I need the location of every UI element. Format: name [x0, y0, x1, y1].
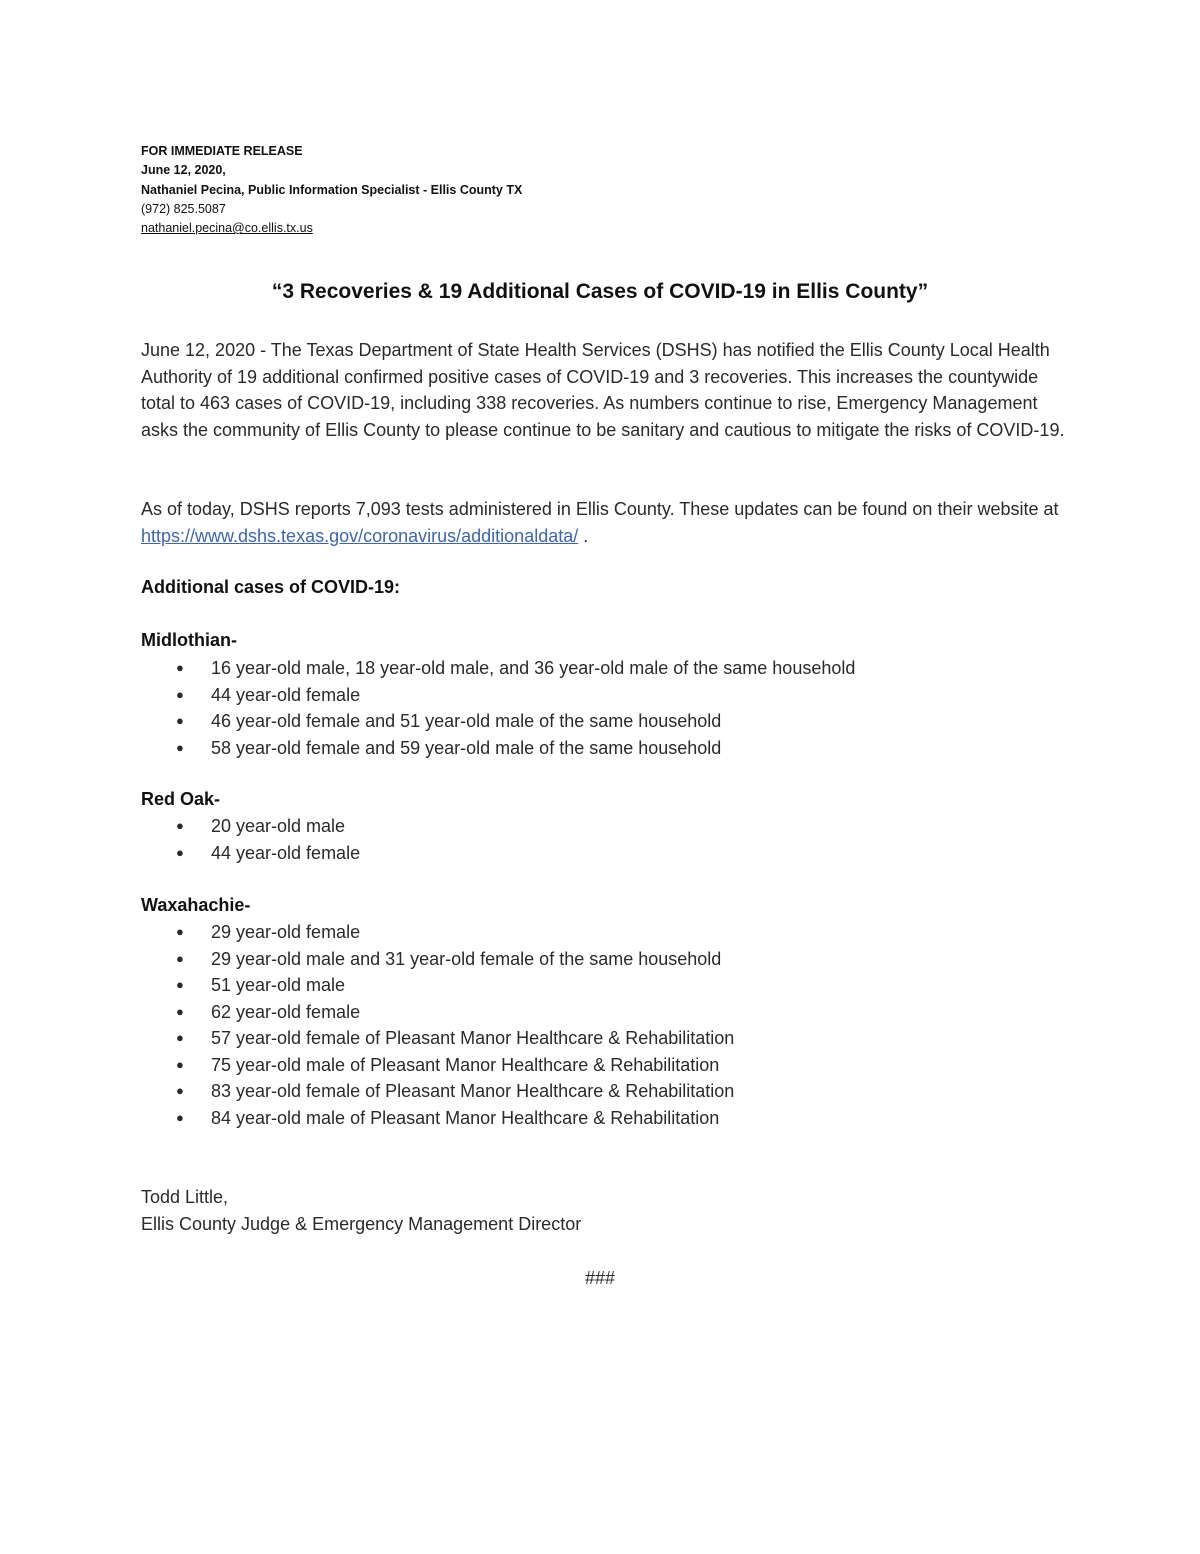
waxahachie-heading: Waxahachie-: [141, 895, 251, 915]
bullet-icon: ●: [176, 977, 184, 992]
list-item-text: 57 year-old female of Pleasant Manor Healthcare & Rehabilitation: [211, 1028, 735, 1048]
list-item: [171, 919, 734, 946]
bullet-icon: ●: [176, 1056, 184, 1072]
bullet-icon: ●: [176, 1030, 184, 1045]
testing-paragraph: [141, 496, 1071, 549]
list-item-text: 20 year-old male: [211, 816, 346, 836]
end-mark: ###: [584, 1268, 616, 1288]
list-item-text: 62 year-old female: [211, 1001, 361, 1022]
signature-role: Ellis County Judge & Emergency Management Director: [141, 1213, 582, 1234]
list-item: [171, 1078, 734, 1105]
bullet-icon: ●: [176, 844, 184, 860]
intro-paragraph: June 12, 2020 - The Texas Department of State Health Services (DSHS) has notified the Ellis County Local Health Authority of 19 additional confirmed positive cases of COVID-19 and 3 recoveries. This increases the countywide total to 463 cases of COVID-19, including 338 recoveries. As numbers continue to rise, Emergency Management asks the community of Ellis County to please continue to be sanitary and cautious to mitigate the risks of COVID-19.: [141, 340, 1065, 440]
list-item-text: 29 year-old female: [211, 922, 361, 942]
contact-email-link[interactable]: nathaniel.pecina@co.ellis.tx.us: [141, 221, 313, 236]
release-label: FOR IMMEDIATE RELEASE: [141, 144, 303, 158]
red-oak-list: [171, 813, 360, 866]
waxahachie-list: [171, 919, 734, 1131]
bullet-icon: ●: [176, 1003, 184, 1019]
bullet-icon: ●: [176, 818, 184, 833]
bullet-icon: ●: [176, 1083, 184, 1098]
list-item: [171, 735, 855, 762]
list-item-text: 16 year-old male, 18 year-old male, and 36 year-old male of the same household: [211, 658, 856, 678]
list-item: [171, 813, 360, 840]
bullet-icon: ●: [176, 686, 184, 702]
list-item: [171, 972, 734, 999]
list-item-text: 44 year-old female: [211, 684, 361, 705]
release-header: [141, 142, 522, 238]
dshs-link[interactable]: https://www.dshs.texas.gov/coronavirus/additionaldata/: [141, 525, 579, 546]
list-item: [171, 946, 734, 973]
list-item: [171, 840, 360, 867]
additional-cases-heading: Additional cases of COVID-19:: [141, 577, 401, 597]
bullet-icon: ●: [176, 739, 184, 755]
list-item-text: 84 year-old male of Pleasant Manor Healthcare & Rehabilitation: [211, 1107, 720, 1128]
list-item: [171, 708, 855, 735]
list-item-text: 58 year-old female and 59 year-old male of the same household: [211, 737, 722, 758]
list-item-text: 75 year-old male of Pleasant Manor Healthcare & Rehabilitation: [211, 1054, 720, 1075]
bullet-icon: ●: [176, 1109, 184, 1125]
list-item-text: 29 year-old male and 31 year-old female of the same household: [211, 948, 722, 969]
midlothian-list: [171, 655, 855, 761]
list-item-text: 51 year-old male: [211, 975, 346, 995]
list-item: [171, 1105, 734, 1132]
contact-phone: (972) 825.5087: [141, 201, 226, 216]
contact-name: Nathaniel Pecina, Public Information Specialist - Ellis County TX: [141, 182, 523, 197]
list-item: [171, 999, 734, 1026]
list-item-text: 83 year-old female of Pleasant Manor Healthcare & Rehabilitation: [211, 1081, 735, 1101]
bullet-icon: ●: [176, 713, 184, 728]
bullet-icon: ●: [176, 924, 184, 939]
testing-text: As of today, DSHS reports 7,093 tests administered in Ellis County. These updates can be found on their website at: [141, 499, 1059, 519]
list-item-text: 44 year-old female: [211, 842, 361, 863]
testing-text-end: .: [578, 525, 589, 546]
signature-block: [141, 1184, 581, 1237]
list-item: [171, 682, 855, 709]
list-item-text: 46 year-old female and 51 year-old male of the same household: [211, 711, 722, 731]
release-title: “3 Recoveries & 19 Additional Cases of COVID-19 in Ellis County”: [271, 280, 929, 303]
release-date: June 12, 2020,: [141, 163, 226, 178]
signature-name: Todd Little,: [141, 1187, 229, 1207]
list-item: [171, 1052, 734, 1079]
bullet-icon: ●: [176, 950, 184, 966]
midlothian-heading: Midlothian-: [141, 630, 237, 650]
bullet-icon: ●: [176, 660, 184, 675]
red-oak-heading: Red Oak-: [141, 789, 221, 809]
list-item: [171, 1025, 734, 1052]
list-item: [171, 655, 855, 682]
